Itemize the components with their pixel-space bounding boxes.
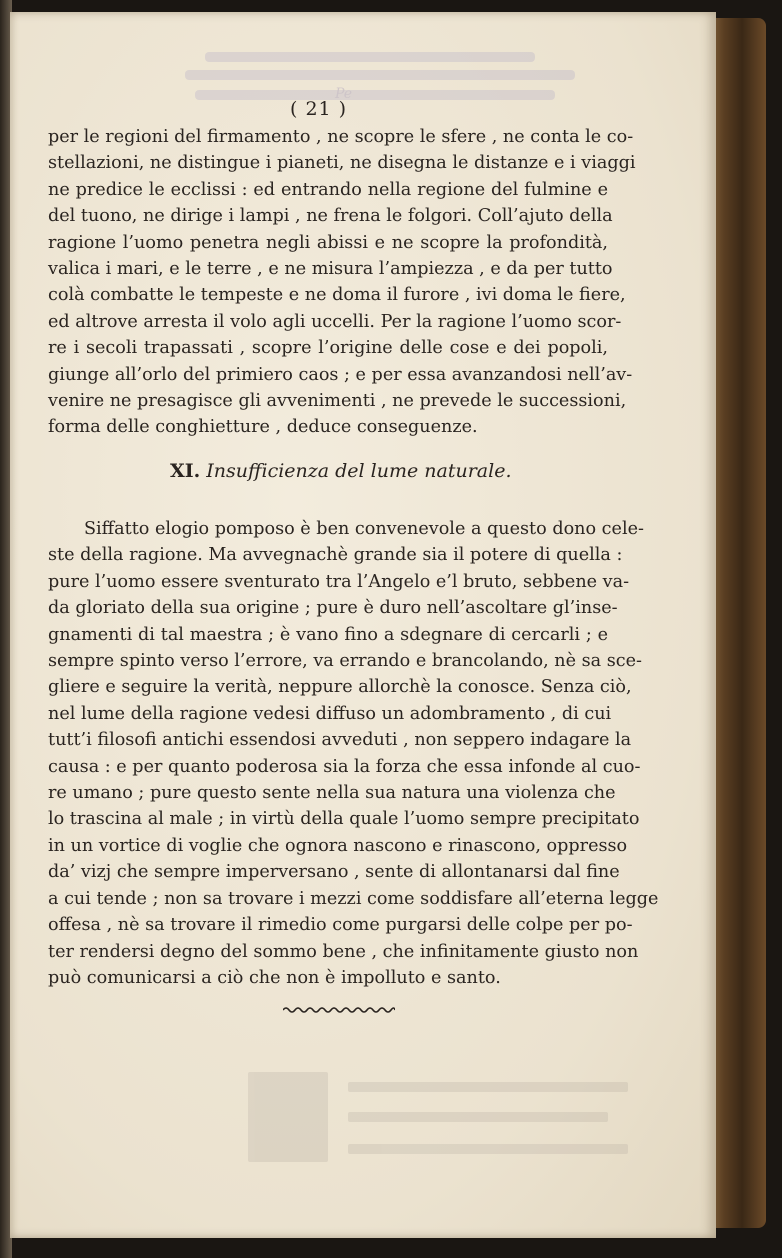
library-stamp-bottom xyxy=(248,1072,633,1164)
book-page xyxy=(10,12,716,1238)
text-line: causa : e per quanto poderosa sia la forza che essa infonde al cuo- xyxy=(48,756,641,777)
section-number: XI. xyxy=(170,460,201,482)
page-number: ( 21 ) xyxy=(290,98,348,120)
text-line: nel lume della ragione vedesi diffuso un adombramento , di cui xyxy=(48,703,612,724)
text-line: ragione l’uomo penetra negli abissi e ne scopre la profondità, xyxy=(48,232,608,253)
text-line: in un vortice di voglie che ognora nascono e rinascono, oppresso xyxy=(48,835,628,856)
text-line: del tuono, ne dirige i lampi , ne frena le folgori. Coll’ajuto della xyxy=(48,206,613,227)
text-line: ter rendersi degno del sommo bene , che infinitamente giusto non xyxy=(48,941,639,962)
stamp-handwriting: Pe xyxy=(335,86,353,102)
text-line: lo trascina al male ; in virtù della quale l’uomo sempre precipitato xyxy=(48,809,640,830)
text-line: stellazioni, ne distingue i pianeti, ne disegna le distanze e i viaggi xyxy=(48,153,636,174)
paragraph-1 xyxy=(48,124,636,441)
text-line: offesa , nè sa trovare il rimedio come purgarsi delle colpe per po- xyxy=(48,915,633,936)
section-title: Insufficienza del lume naturale. xyxy=(206,460,512,482)
text-line: ne predice le ecclissi : ed entrando nella regione del fulmine e xyxy=(48,179,608,200)
text-line: può comunicarsi a ciò che non è impolluto e santo. xyxy=(48,967,501,988)
text-line: da gloriato della sua origine ; pure è duro nell’ascoltare gl’inse- xyxy=(48,598,618,619)
text-line: valica i mari, e le terre , e ne misura l’ampiezza , e da per tutto xyxy=(48,259,613,280)
section-heading xyxy=(170,460,511,482)
paragraph-2 xyxy=(48,516,659,991)
text-line: da’ vizj che sempre imperversano , sente di allontanarsi dal fine xyxy=(48,862,620,883)
text-line: venire ne presagisce gli avvenimenti , ne prevede le successioni, xyxy=(48,391,627,412)
text-line: forma delle conghietture , deduce conseguenze. xyxy=(48,417,478,438)
text-line: colà combatte le tempeste e ne doma il furore , ivi doma le fiere, xyxy=(48,285,626,306)
text-line: tutt’i filosofi antichi essendosi avveduti , non seppero indagare la xyxy=(48,730,632,751)
text-line: gnamenti di tal maestra ; è vano fino a sdegnare di cercarli ; e xyxy=(48,624,608,645)
text-line: sempre spinto verso l’errore, va errando e brancolando, nè sa sce- xyxy=(48,651,642,672)
text-line: re i secoli trapassati , scopre l’origine delle cose e dei popoli, xyxy=(48,338,608,359)
text-line: pure l’uomo essere sventurato tra l’Angelo e’l bruto, sebbene va- xyxy=(48,571,630,592)
text-line: per le regioni del firmamento , ne scopre le sfere , ne conta le co- xyxy=(48,127,634,147)
text-line: re umano ; pure questo sente nella sua natura una violenza che xyxy=(48,783,616,804)
text-line: gliere e seguire la verità, neppure allorchè la conosce. Senza ciò, xyxy=(48,677,632,698)
text-line: a cui tende ; non sa trovare i mezzi come soddisfare all’eterna legge xyxy=(48,888,659,909)
text-line: ste della ragione. Ma avvegnachè grande sia il potere di quella : xyxy=(48,545,623,566)
text-line: giunge all’orlo del primiero caos ; e per essa avanzandosi nell’av- xyxy=(48,364,633,385)
text-line: Siffatto elogio pomposo è ben convenevole a questo dono cele- xyxy=(84,519,644,539)
text-line: ed altrove arresta il volo agli uccelli. Per la ragione l’uomo scor- xyxy=(48,311,622,332)
section-ornament xyxy=(283,1006,395,1014)
library-stamp-top xyxy=(185,46,595,116)
